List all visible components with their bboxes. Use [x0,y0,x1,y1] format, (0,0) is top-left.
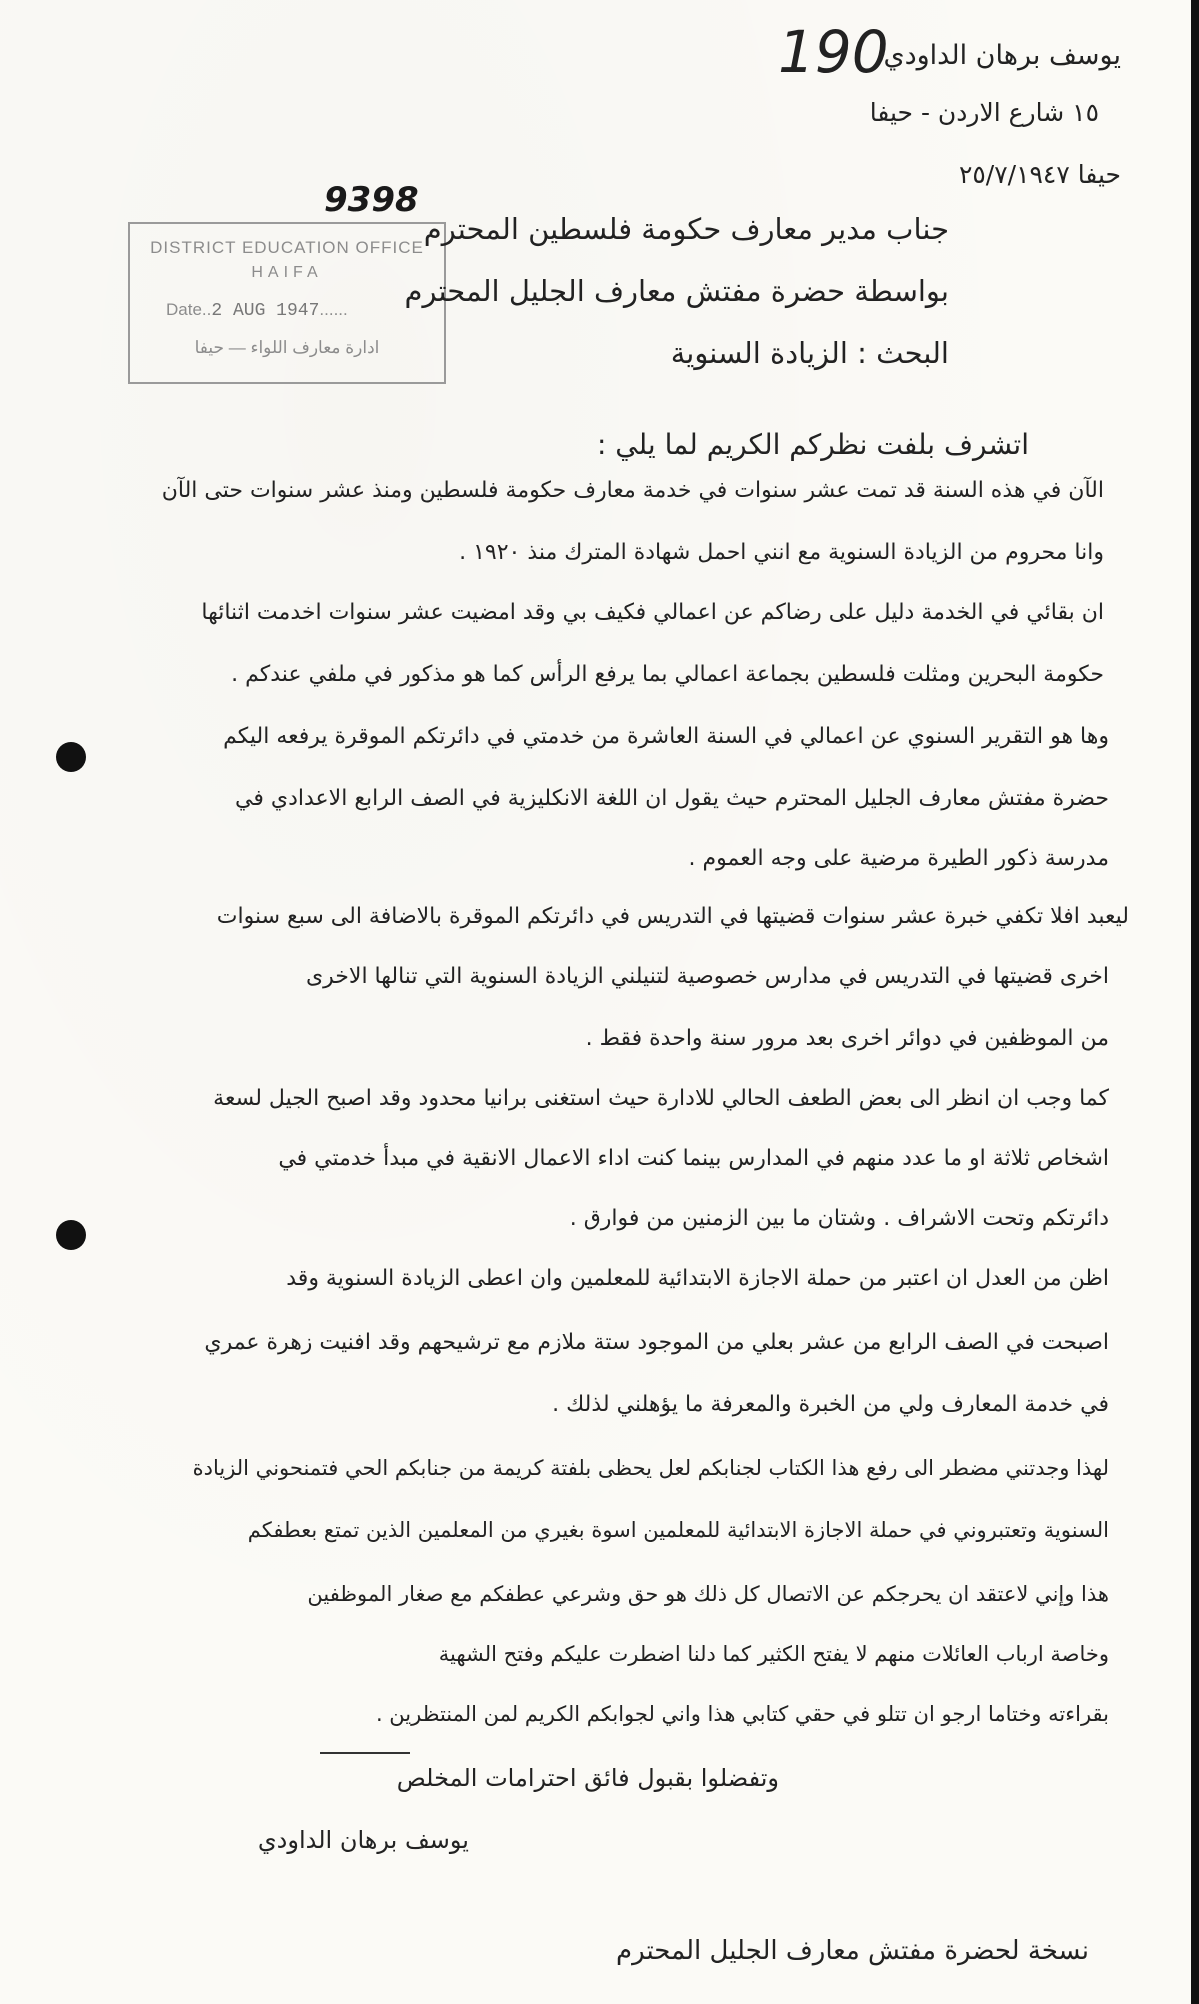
body-line: دائرتكم وتحت الاشراف . وشتان ما بين الزمنين من فوارق . [569,1206,1109,1231]
punch-hole [56,1220,86,1250]
stamp-date: Date..2 AUG 1947...... [166,300,348,321]
body-line: مدرسة ذكور الطيرة مرضية على وجه العموم . [688,846,1109,871]
copy-to-line: نسخة لحضرة مفتش معارف الجليل المحترم [616,1936,1089,1966]
letter-date: حيفا ٢٥/٧/١٩٤٧ [958,160,1121,189]
scan-border [1191,0,1199,2004]
punch-hole [56,742,86,772]
body-line: اظن من العدل ان اعتبر من حملة الاجازة الابتدائية للمعلمين وان اعطى الزيادة السنوية وقد [286,1266,1109,1291]
body-line: حضرة مفتش معارف الجليل المحترم حيث يقول ان اللغة الانكليزية في الصف الرابع الاعدادي في [235,786,1109,811]
body-line: اصبحت في الصف الرابع من عشر بعلي من الموجود ستة ملازم مع ترشيحهم وقد افنيت زهرة عمري [204,1330,1109,1355]
body-line: بقراءته وختاما ارجو ان تتلو في حقي كتابي هذا واني لجوابكم الكريم لمن المنتظرين . [375,1702,1109,1726]
body-line: لهذا وجدتني مضطر الى رفع هذا الكتاب لجنابكم لعل يحظى بلفتة كريمة من جنابكم الحي فتمنحوني الزيادة [192,1456,1109,1480]
closing-flourish [320,1752,410,1754]
signature-name: يوسف برهان الداودي [257,1826,469,1854]
body-line: اشخاص ثلاثة او ما عدد منهم في المدارس بينما كنت اداء الاعمال الانقية في مبدأ خدمتي في [278,1146,1109,1171]
closing-line: وتفضلوا بقبول فائق احترامات المخلص [396,1764,779,1792]
body-line: وها هو التقرير السنوي عن اعمالي في السنة العاشرة من خدمتي في دائرتكم الموقرة يرفعه اليكم [223,724,1109,749]
body-line: كما وجب ان انظر الى بعض الطعف الحالي للادارة حيث استغنى برانيا محدود وقد اصبح الجيل لسعة [213,1086,1109,1111]
body-line: حكومة البحرين ومثلت فلسطين بجماعة اعمالي بما يرفع الرأس كما هو مذكور في ملفي عندكم . [231,662,1104,687]
salutation: اتشرف بلفت نظركم الكريم لما يلي : [596,428,1029,461]
body-line: ليعبد افلا تكفي خبرة عشر سنوات قضيتها في التدريس في دائرتكم الموقرة بالاضافة الى سبع سنوات [216,904,1129,929]
stamp-arabic: ادارة معارف اللواء — حيفا [194,338,380,357]
body-line: في خدمة المعارف ولي من الخبرة والمعرفة ما يؤهلني لذلك . [552,1392,1109,1417]
body-line: اخرى قضيتها في التدريس في مدارس خصوصية لتنيلني الزيادة السنوية التي تنالها الاخرى [305,964,1109,989]
body-line: ان بقائي في الخدمة دليل على رضاكم عن اعمالي فكيف بي وقد امضيت عشر سنوات اخدمت اثنائها [201,600,1104,625]
stamp-date-value: 2 AUG 1947 [211,301,320,321]
body-line: من الموظفين في دوائر اخرى بعد مرور سنة واحدة فقط . [585,1026,1109,1051]
subject-line: البحث : الزيادة السنوية [670,336,949,370]
stamp-city: HAIFA [251,264,323,281]
office-stamp [128,222,446,384]
body-line: وانا محروم من الزيادة السنوية مع انني احمل شهادة المترك منذ ١٩٢٠ . [459,540,1104,565]
body-line: وخاصة ارباب العائلات منهم لا يفتح الكثير كما دلنا اضطرت عليكم وفتح الشهية [438,1642,1109,1666]
recipient-line-2: بواسطة حضرة مفتش معارف الجليل المحترم [404,274,949,308]
body-line: هذا وإني لاعتقد ان يحرجكم عن الاتصال كل ذلك هو حق وشرعي عطفكم مع صغار الموظفين [307,1582,1109,1606]
body-line: الآن في هذه السنة قد تمت عشر سنوات في خدمة معارف حكومة فلسطين ومنذ عشر سنوات حتى الآن [161,478,1104,503]
sender-address: ١٥ شارع الاردن - حيفا [869,98,1099,127]
handwritten-number: 190 [778,18,889,86]
stamp-office: DISTRICT EDUCATION OFFICE [150,238,424,257]
body-line: السنوية وتعتبروني في حملة الاجازة الابتدائية للمعلمين اسوة بغيري من المعلمين الذين تمتع بعطفكم [247,1518,1109,1542]
stamp-date-label: Date [166,300,202,319]
reference-number: 9398 [324,180,419,220]
sender-name: يوسف برهان الداودي [883,40,1121,71]
recipient-line-1: جناب مدير معارف حكومة فلسطين المحترم [423,212,949,246]
